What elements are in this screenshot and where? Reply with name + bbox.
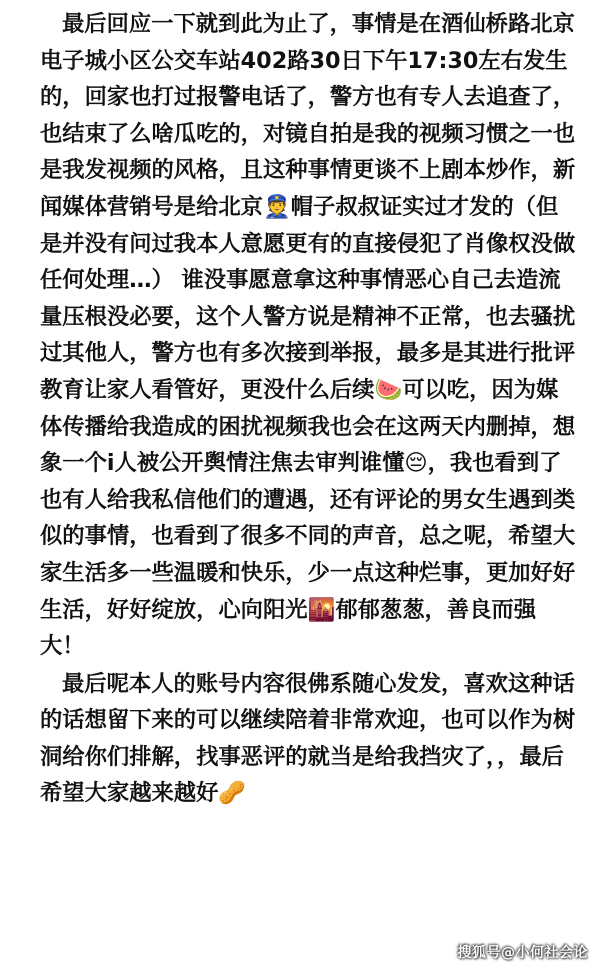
source-watermark: 搜狐号@小何社会论 — [457, 945, 588, 961]
post-paragraph: 最后呢本人的账号内容很佛系随心发发，喜欢这种话的话想留下来的可以继续陪着非常欢迎，也可以作为树洞给你们排解，找事恶评的就当是给我挡灾了，，最后希望大家越来越好🥜 — [40, 670, 576, 807]
post-paragraph: 最后回应一下就到此为止了，事情是在酒仙桥路北京电子城小区公交车站402路30日下午17:30左右发生的，回家也打过报警电话了，警方也有专人去追查了，也结束了么啥瓜吃的，对镜自拍是我的视频习惯之一也是我发视频的风格，且这种事情更谈不上剧本炒作，新闻媒体营销号是给北京👮帽子叔叔证实过才发的（但是并没有问过我本人意愿更有的直接侵犯了肖像权没做任何处理…） 谁没事愿意拿这种事情恶心自己去造流量压根没必要，这个人警方说是精神不正常，也去骚扰过其他人，警方也有多次接到举报，最多是其进行批评教育让家人看管好，更没什么后续🍉可以吃，因为媒体传播给我造成的困扰视频我也会在这两天内删掉，想象一个i人被公开舆情注焦去审判谁懂😔，我也看到了也有人给我私信他们的遭遇，还有评论的男女生遇到类似的事情，也看到了很多不同的声音，总之呢，希望大家生活多一些温暖和快乐，少一点这种烂事，更加好好生活，好好绽放，心向阳光🌇郁郁葱葱，善良而强大！ — [40, 11, 576, 660]
